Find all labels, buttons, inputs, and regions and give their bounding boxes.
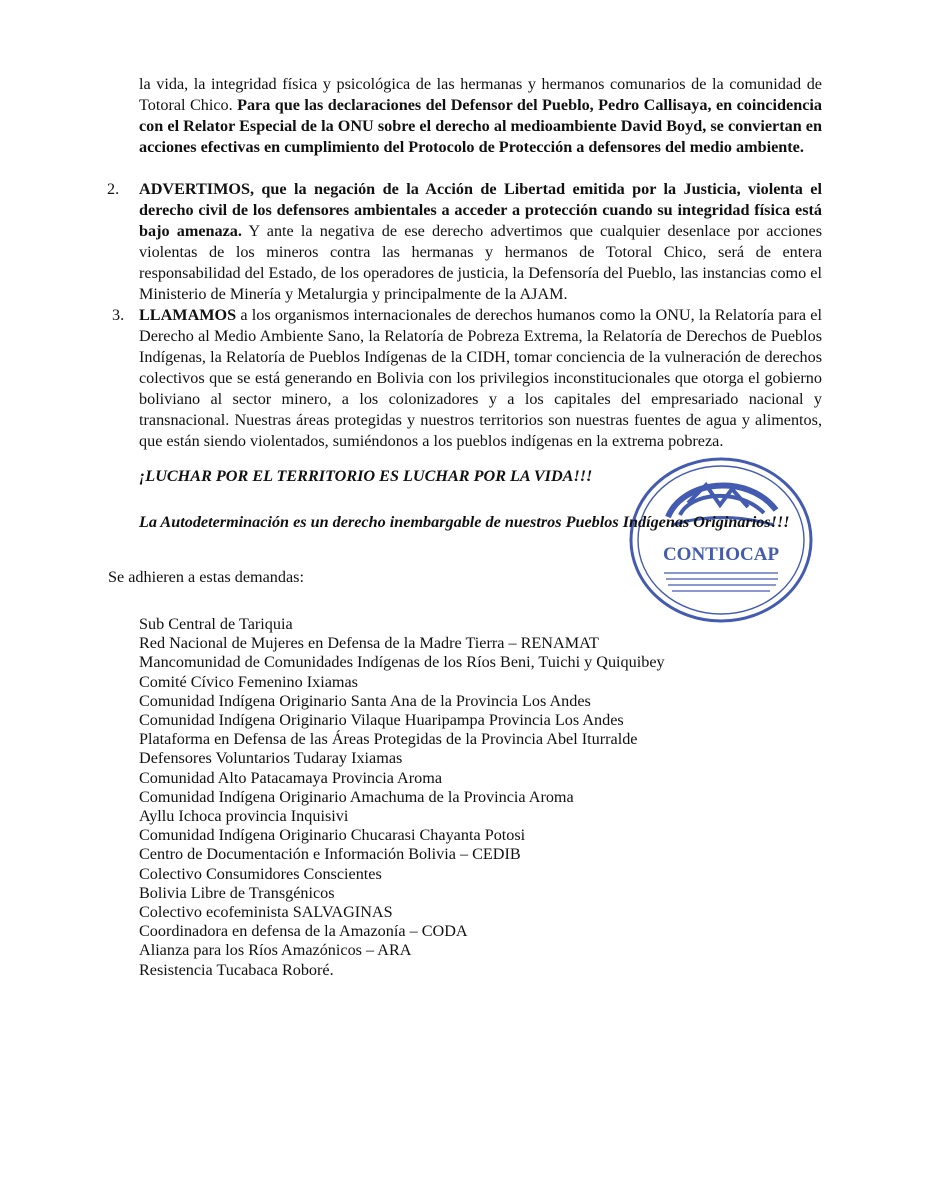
organization-list-item: Coordinadora en defensa de la Amazonía – CODA bbox=[139, 922, 468, 941]
item-text bbox=[139, 305, 822, 452]
organization-list-item: Comunidad Indígena Originario Chucarasi Chayanta Potosi bbox=[139, 826, 526, 845]
intro-bold-text: Para que las declaraciones del Defensor del Pueblo, Pedro Callisaya, en coincidencia con el Relator Especial de la ONU sobre el derecho al medioambiente David Boyd, se conviertan en acciones efectivas en cumplimiento del Protocolo de Protección a defensores del medio ambiente. bbox=[139, 96, 822, 156]
item-bold-text: LLAMAMOS bbox=[139, 306, 237, 324]
item-plain-text: a los organismos internacionales de derechos humanos como la ONU, la Relatoría para el Derecho al Medio Ambiente Sano, la Relatoría de Pobreza Extrema, la Relatoría de Derechos de Pueblos Indígenas, la Relatoría de Pueblos Indígenas de la CIDH, tomar conciencia de la vulneración de derechos colectivos que se está generando en Bolivia con los privilegios inconstitucionales que otorga el gobierno boliviano al sector minero, a los colonizadores y a los capitales del empresariado nacional y transnacional. Nuestras áreas protegidas y nuestros territorios son nuestras fuentes de agua y alimentos, que están siendo violentados, sumiéndonos a los pueblos indígenas en la extrema pobreza. bbox=[139, 306, 822, 450]
item-number: 3. bbox=[112, 306, 125, 324]
organization-list-item: Comunidad Indígena Originario Amachuma de la Provincia Aroma bbox=[139, 787, 574, 806]
slogan-self-determination: La Autodeterminación es un derecho inembargable de nuestros Pueblos Indígenas Originarios!!! bbox=[139, 513, 790, 531]
organization-list-item: Centro de Documentación e Información Bolivia – CEDIB bbox=[139, 845, 521, 864]
organization-list-item: Bolivia Libre de Transgénicos bbox=[139, 883, 335, 902]
item-number: 2. bbox=[107, 180, 120, 198]
contiocap-stamp bbox=[628, 455, 814, 625]
organization-list-item: Comunidad Indígena Originario Santa Ana de la Provincia Los Andes bbox=[139, 691, 591, 710]
organization-list-item: Comunidad Alto Patacamaya Provincia Aroma bbox=[139, 768, 443, 787]
organization-list-item: Alianza para los Ríos Amazónicos – ARA bbox=[139, 941, 412, 960]
organization-list-item: Red Nacional de Mujeres en Defensa de la Madre Tierra – RENAMAT bbox=[139, 634, 599, 653]
organization-list-item: Comité Cívico Femenino Ixiamas bbox=[139, 672, 358, 691]
organization-list-item: Colectivo Consumidores Conscientes bbox=[139, 864, 382, 883]
organization-list-item: Colectivo ecofeminista SALVAGINAS bbox=[139, 903, 393, 922]
organization-list-item: Defensores Voluntarios Tudaray Ixiamas bbox=[139, 749, 403, 768]
organization-list-item: Sub Central de Tariquia bbox=[139, 615, 293, 633]
organization-list-item: Resistencia Tucabaca Roboré. bbox=[139, 960, 334, 979]
slogan-territory: ¡LUCHAR POR EL TERRITORIO ES LUCHAR POR LA VIDA!!! bbox=[139, 467, 593, 485]
adherents-heading: Se adhieren a estas demandas: bbox=[108, 568, 304, 586]
stamp-name: CONTIOCAP bbox=[662, 544, 780, 565]
organization-list-item: Plataforma en Defensa de las Áreas Protegidas de la Provincia Abel Iturralde bbox=[139, 730, 638, 749]
intro-plain-text: la vida, la integridad física y psicológica de las hermanas y hermanos comunarios de la comunidad de Totoral Chico. bbox=[139, 75, 822, 114]
item-bold-text: ADVERTIMOS, que la negación de la Acción de Libertad emitida por la Justicia, violenta el derecho civil de los defensores ambientales a acceder a protección cuando su integridad física está bajo amenaza. bbox=[139, 180, 822, 240]
organization-list-item: Mancomunidad de Comunidades Indígenas de los Ríos Beni, Tuichi y Quiquibey bbox=[139, 653, 665, 672]
organization-list-item: Ayllu Ichoca provincia Inquisivi bbox=[139, 807, 349, 826]
organization-list-item: Comunidad Indígena Originario Vilaque Huaripampa Provincia Los Andes bbox=[139, 711, 624, 730]
intro-paragraph bbox=[139, 74, 822, 158]
item-plain-text: Y ante la negativa de ese derecho advertimos que cualquier desenlace por acciones violentas de los mineros contra las hermanas y hermanos de Totoral Chico, será de entera responsabilidad del Estado, de los operadores de justicia, la Defensoría del Pueblo, las instancias como el Ministerio de Minería y Metalurgia y principalmente de la AJAM. bbox=[139, 222, 822, 303]
item-text bbox=[139, 179, 822, 305]
organizations-list bbox=[139, 615, 665, 980]
